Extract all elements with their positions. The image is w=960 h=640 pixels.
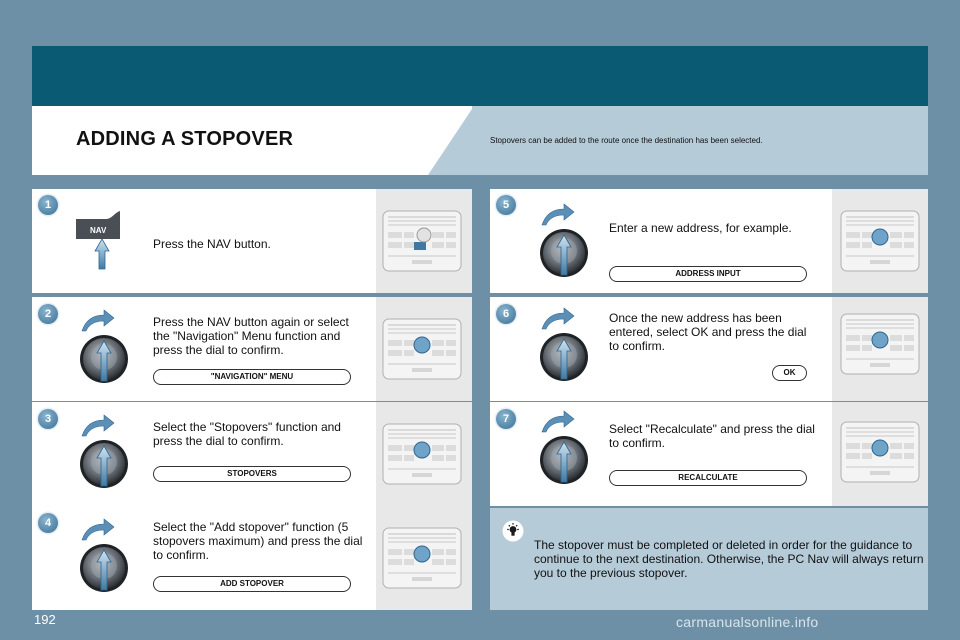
nav-key-label: NAV [90,226,107,235]
step-text: Press the NAV button again or select the "Navigation" Menu function and press the dial to confirm. [153,315,349,357]
step-4 [32,506,472,610]
menu-label-pill: ADDRESS INPUT [609,266,807,282]
step-text: Once the new address has been entered, select OK and press the dial to confirm. [609,311,807,353]
step-number-badge: 5 [496,195,516,215]
dial-icon [78,438,130,490]
step-2 [32,297,472,401]
page-description: Stopovers can be added to the route once the destination has been selected. [490,136,763,145]
menu-label-pill: STOPOVERS [153,466,351,482]
dial-icon [78,333,130,385]
step-number-badge: 2 [38,304,58,324]
turn-arrow-icon [540,307,576,331]
tip-text: The stopover must be completed or deleted in order for the guidance to continue to the next destination. Otherwise, the PC Nav will always return you to the previous stopover. [534,538,924,580]
step-text: Select the "Add stopover" function (5 stopovers maximum) and press the dial to confirm. [153,520,363,562]
page-number: 192 [34,612,56,627]
step-text: Select the "Stopovers" function and press the dial to confirm. [153,420,341,448]
ok-label-pill: OK [772,365,807,381]
turn-arrow-icon [80,518,116,542]
menu-label-pill: ADD STOPOVER [153,576,351,592]
turn-arrow-icon [80,414,116,438]
step-text: Enter a new address, for example. [609,221,792,235]
dial-icon [538,227,590,279]
control-panel-icon [382,318,462,380]
dial-icon [78,542,130,594]
dial-icon [538,331,590,383]
step-number-badge: 1 [38,195,58,215]
control-panel-icon [840,313,920,375]
control-panel-icon [382,527,462,589]
menu-label-pill: RECALCULATE [609,470,807,486]
nav-key-icon [76,209,126,271]
turn-arrow-icon [80,309,116,333]
step-text: Select "Recalculate" and press the dial to confirm. [609,422,815,450]
step-3 [32,402,472,506]
page-title: ADDING A STOPOVER [76,128,294,150]
step-number-badge: 7 [496,409,516,429]
step-number-badge: 4 [38,513,58,533]
dial-icon [538,434,590,486]
step-7 [490,402,928,506]
step-number-badge: 3 [38,409,58,429]
turn-arrow-icon [540,410,576,434]
turn-arrow-icon [540,203,576,227]
lightbulb-icon [502,520,524,542]
step-text: Press the NAV button. [153,237,271,251]
header-band [32,46,928,106]
control-panel-icon [840,210,920,272]
step-1 [32,189,472,293]
step-5 [490,189,928,293]
menu-label-pill: "NAVIGATION" MENU [153,369,351,385]
control-panel-icon [840,421,920,483]
step-6 [490,297,928,401]
step-number-badge: 6 [496,304,516,324]
control-panel-icon [382,210,462,272]
watermark: carmanualsonline.info [676,614,819,630]
control-panel-icon [382,423,462,485]
